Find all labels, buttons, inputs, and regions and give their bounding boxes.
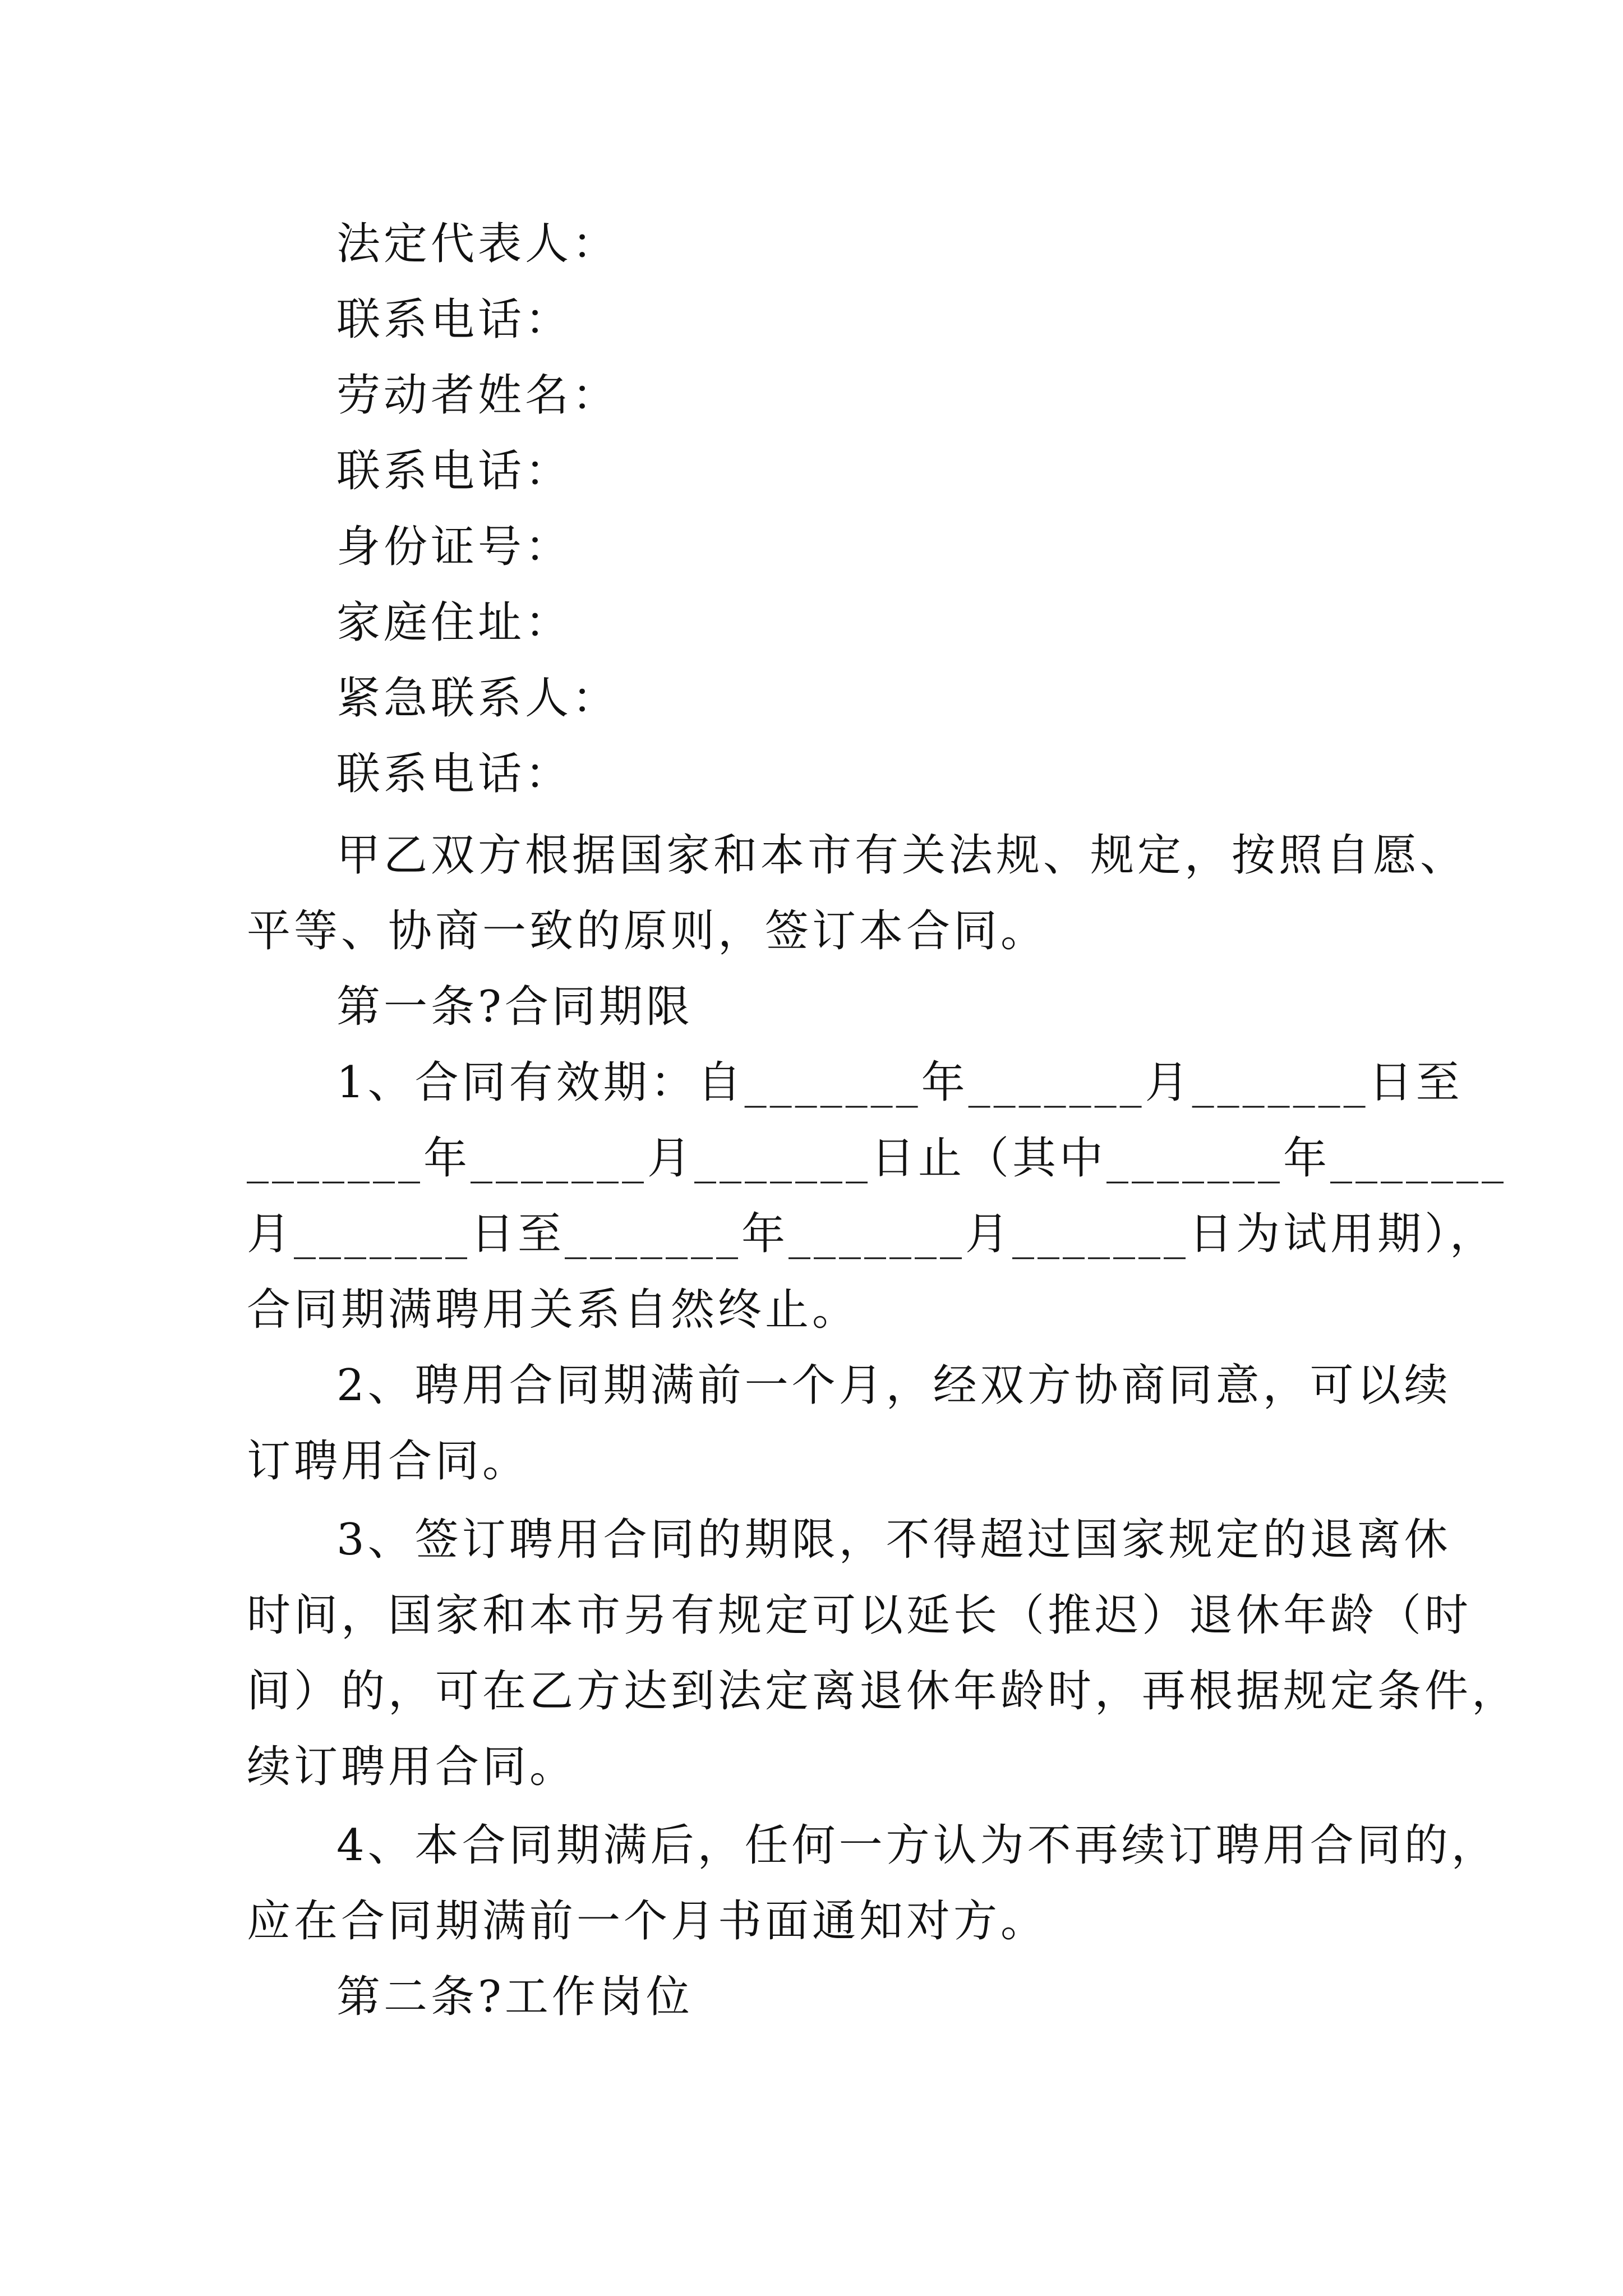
home-address-line: 家庭住址： bbox=[336, 597, 573, 648]
paragraph-line: 合同期满聘用关系自然终止。 bbox=[247, 1285, 860, 1335]
paragraph-line: 1、合同有效期：自_______年_______月_______日至 bbox=[336, 1057, 1463, 1108]
id-number-line: 身份证号： bbox=[336, 522, 573, 572]
legal-representative-line: 法定代表人： bbox=[336, 219, 620, 269]
emergency-contact-line: 紧急联系人： bbox=[336, 673, 620, 724]
paragraph-line: 平等、协商一致的原则，签订本合同。 bbox=[247, 906, 1048, 956]
contact-phone-line-3: 联系电话： bbox=[336, 749, 573, 799]
paragraph-line: _______年_______月_______日止（其中_______年_______ bbox=[247, 1133, 1507, 1184]
contact-phone-line-2: 联系电话： bbox=[336, 446, 573, 496]
paragraph-line: 时间，国家和本市另有规定可以延长（推迟）退休年龄（时 bbox=[247, 1590, 1472, 1641]
paragraph-line: 2、聘用合同期满前一个月，经双方协商同意，可以续 bbox=[336, 1360, 1451, 1411]
paragraph-line: 应在合同期满前一个月书面通知对方。 bbox=[247, 1896, 1048, 1947]
paragraph-line: 订聘用合同。 bbox=[247, 1436, 530, 1487]
paragraph-line: 4、本合同期满后，任何一方认为不再续订聘用合同的， bbox=[336, 1820, 1498, 1871]
paragraph-line: 甲乙双方根据国家和本市有关法规、规定，按照自愿、 bbox=[336, 830, 1468, 881]
contact-phone-line-1: 联系电话： bbox=[336, 295, 573, 345]
paragraph-line: 3、签订聘用合同的期限，不得超过国家规定的退离休 bbox=[336, 1515, 1451, 1565]
worker-name-line: 劳动者姓名： bbox=[336, 370, 620, 421]
paragraph-line: 间）的，可在乙方达到法定离退休年龄时，再根据规定条件， bbox=[247, 1666, 1519, 1717]
article-1-heading: 第一条?合同期限 bbox=[336, 982, 693, 1032]
paragraph-line: 月_______日至_______年_______月_______日为试用期）， bbox=[247, 1209, 1497, 1259]
paragraph-line: 续订聘用合同。 bbox=[247, 1742, 577, 1792]
article-2-heading: 第二条?工作岗位 bbox=[336, 1972, 693, 2022]
